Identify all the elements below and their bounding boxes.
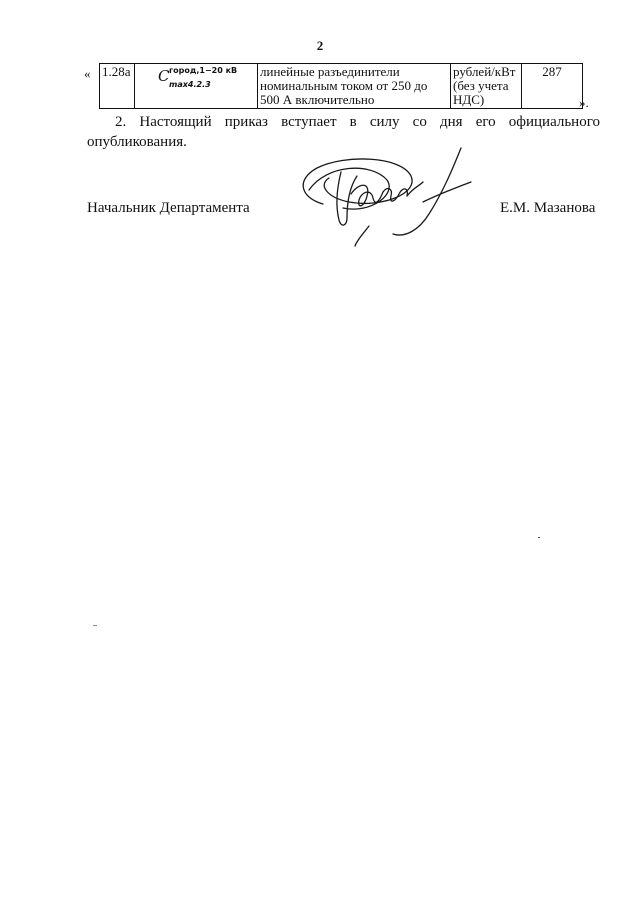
symbol-cell bbox=[135, 64, 258, 109]
tariff-symbol bbox=[156, 65, 236, 95]
effective-date-paragraph: 2. Настоящий приказ вступает в силу со дня его официального опубликования. bbox=[87, 114, 600, 150]
symbol-subscript: max4.2.3 bbox=[169, 80, 211, 89]
handwritten-signature bbox=[283, 142, 483, 247]
value-cell: 287 bbox=[522, 64, 583, 109]
signatory-position: Начальник Департамента bbox=[87, 200, 250, 216]
symbol-base: C bbox=[158, 67, 170, 85]
scan-speck bbox=[538, 537, 540, 538]
description-cell: линейные разъединители номинальным током от 250 до 500 А включительно bbox=[258, 64, 451, 109]
closing-quote-mark: ». bbox=[579, 95, 589, 110]
unit-cell: рублей/кВт (без учета НДС) bbox=[451, 64, 522, 109]
scan-speck bbox=[93, 625, 97, 626]
page-number: 2 bbox=[316, 38, 324, 53]
table-row bbox=[100, 64, 583, 109]
tariff-table bbox=[99, 63, 583, 109]
opening-quote-mark: « bbox=[84, 66, 91, 81]
signatory-name: Е.М. Мазанова bbox=[500, 200, 596, 216]
row-number-cell: 1.28а bbox=[100, 64, 135, 109]
symbol-superscript: город,1−20 кВ bbox=[169, 66, 238, 75]
